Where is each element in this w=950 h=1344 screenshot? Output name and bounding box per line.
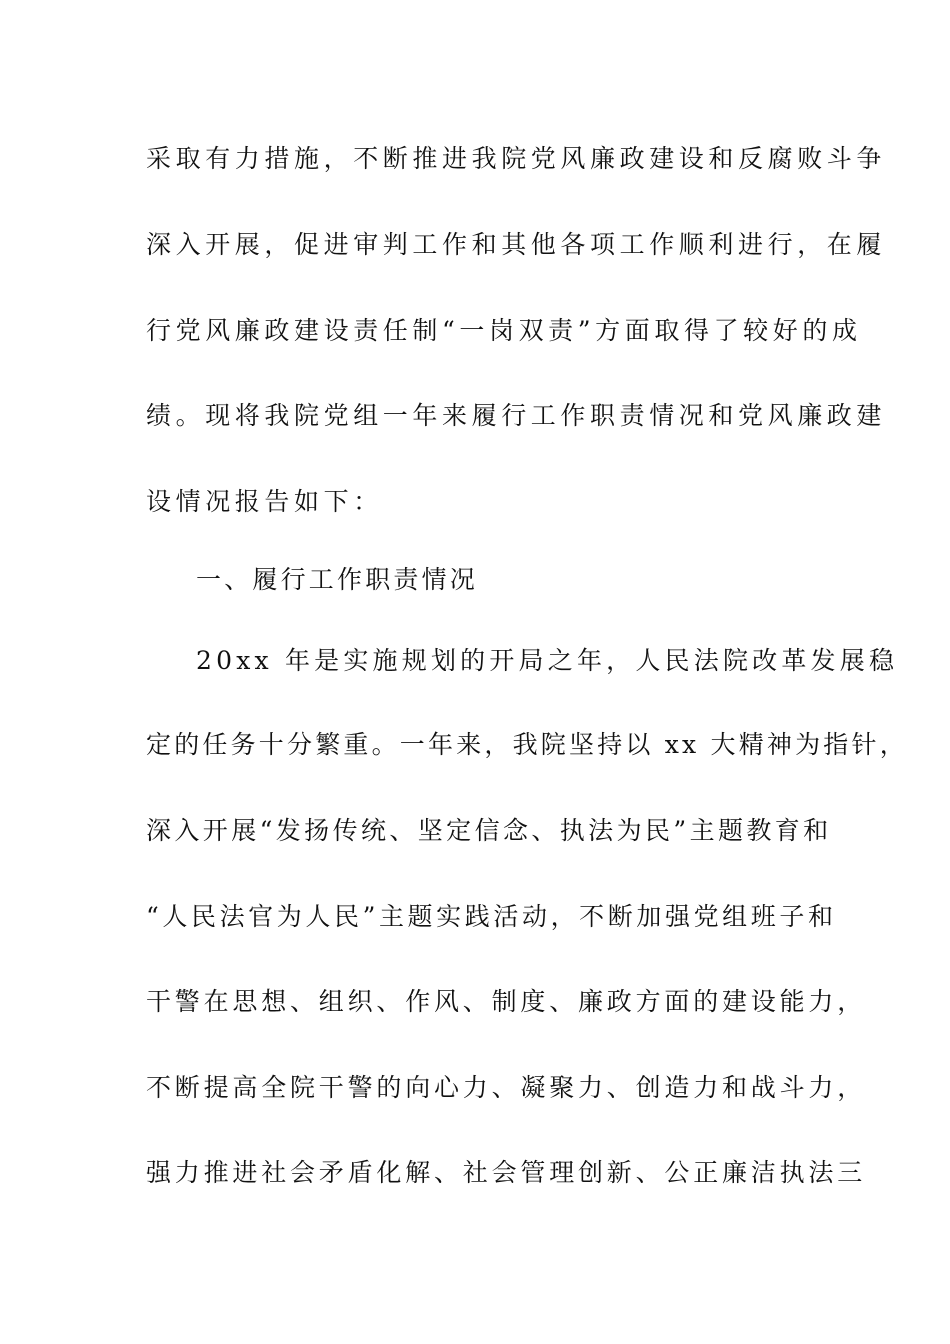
- paragraph-line: 定的任务十分繁重。一年来，我院坚持以 xx 大精神为指针，: [146, 730, 908, 759]
- paragraph-line: 20xx 年是实施规划的开局之年，人民法院改革发展稳: [196, 646, 899, 675]
- paragraph-line: 深入开展“发扬传统、坚定信念、执法为民”主题教育和: [146, 816, 832, 845]
- paragraph-line: “人民法官为人民”主题实践活动，不断加强党组班子和: [146, 902, 837, 931]
- paragraph-line: 不断提高全院干警的向心力、凝聚力、创造力和战斗力，: [146, 1073, 867, 1102]
- paragraph-line: 设情况报告如下：: [146, 487, 383, 516]
- section-heading: 一、履行工作职责情况: [196, 565, 479, 594]
- paragraph-line: 干警在思想、组织、作风、制度、廉政方面的建设能力，: [146, 987, 867, 1016]
- paragraph-line: 深入开展，促进审判工作和其他各项工作顺利进行，在履: [146, 230, 887, 259]
- paragraph-line: 行党风廉政建设责任制“一岗双责”方面取得了较好的成: [146, 316, 862, 345]
- paragraph-line: 绩。现将我院党组一年来履行工作职责情况和党风廉政建: [146, 401, 887, 430]
- paragraph-line: 采取有力措施，不断推进我院党风廉政建设和反腐败斗争: [146, 144, 887, 173]
- paragraph-line: 强力推进社会矛盾化解、社会管理创新、公正廉洁执法三: [146, 1158, 867, 1187]
